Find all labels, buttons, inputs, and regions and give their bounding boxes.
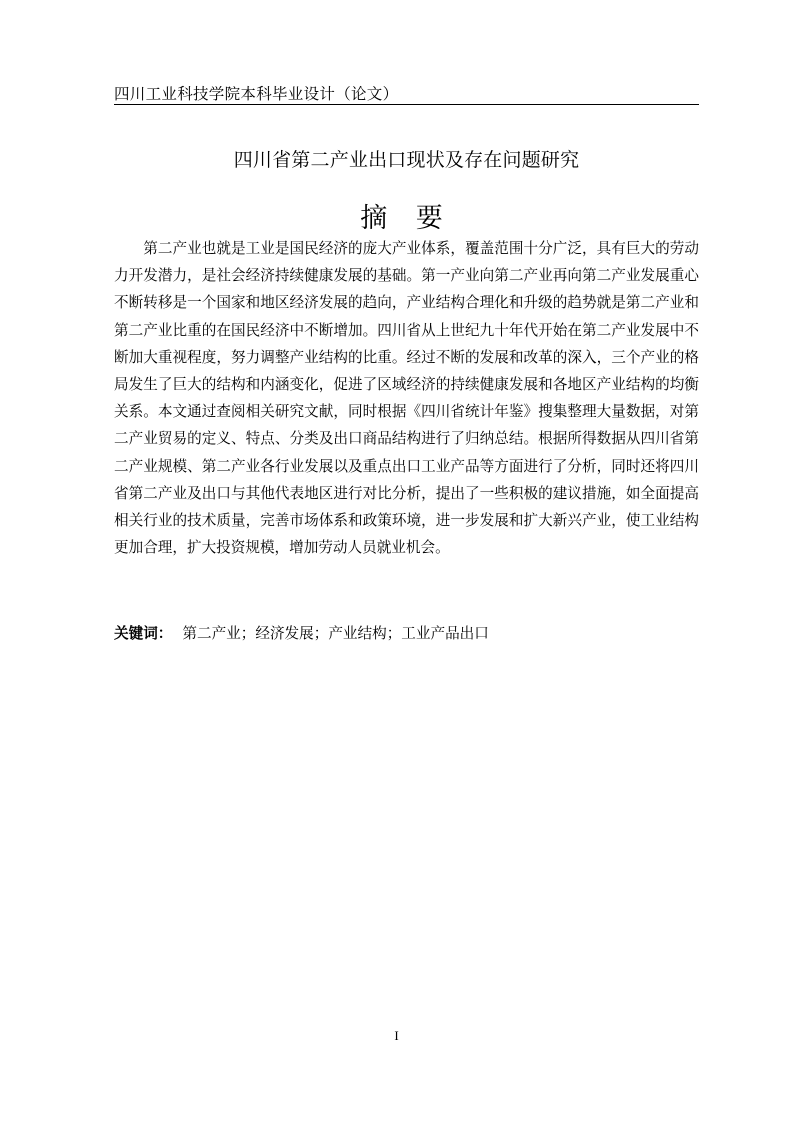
document-title: 四川省第二产业出口现状及存在问题研究 — [233, 149, 580, 171]
abstract-body: 第二产业也就是工业是国民经济的庞大产业体系，覆盖范围十分广泛，具有巨大的劳动力开发潜力，是社会经济持续健康发展的基础。第一产业向第二产业再向第二产业发展重心不断转移是一个国家和地区经济发展的趋向，产业结构合理化和升级的趋势就是第二产业和第二产业比重的在国民经济中不断增加。四川省从上世纪九十年代开始在第二产业发展中不断加大重视程度，努力调整产业结构的比重。经过不断的发展和改革的深入，三个产业的格局发生了巨大的结构和内涵变化，促进了区域经济的持续健康发展和各地区产业结构的均衡关系。本文通过查阅相关研究文献，同时根据《四川省统计年鉴》搜集整理大量数据，对第二产业贸易的定义、特点、分类及出口商品结构进行了归纳总结。根据所得数据从四川省第二产业规模、第二产业各行业发展以及重点出口工业产品等方面进行了分析，同时还将四川省第二产业及出口与其他代表地区进行对比分析，提出了一些积极的建议措施，如全面提高相关行业的技术质量，完善市场体系和政策环境，进一步发展和扩大新兴产业，使工业结构更加合理，扩大投资规模，增加劳动人员就业机会。 — [114, 240, 699, 557]
page-header — [114, 80, 699, 105]
header-text: 四川工业科技学院本科毕业设计（论文） — [114, 85, 399, 103]
page-number: I — [394, 1028, 399, 1043]
keywords-label: 关键词： — [114, 625, 173, 642]
abstract-heading: 摘 要 — [360, 203, 453, 234]
keywords-line — [114, 620, 699, 647]
keywords-values: 第二产业；经济发展；产业结构；工业产品出口 — [182, 625, 489, 642]
